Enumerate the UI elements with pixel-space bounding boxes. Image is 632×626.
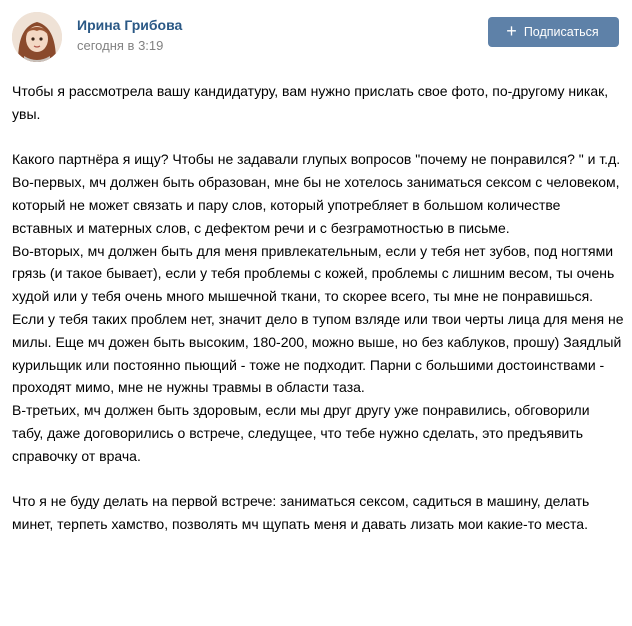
post-time[interactable]: сегодня в 3:19 — [77, 38, 164, 53]
subscribe-label: Подписаться — [523, 25, 599, 39]
post-header — [0, 0, 632, 70]
subscribe-button[interactable] — [488, 17, 619, 47]
avatar-image — [12, 12, 62, 62]
avatar[interactable] — [12, 12, 62, 62]
post-text — [12, 80, 624, 536]
post-paragraph: В-третьих, мч должен быть здоровым, если мы друг другу уже понравились, обговорили табу, даже договорились о встрече, следущее, что тебе нужно сделать, это предъявить справочку от врача. — [12, 402, 590, 464]
post-paragraph: Во-вторых, мч должен быть для меня привлекательным, если у тебя нет зубов, под ногтями грязь (и такое бывает), если у тебя проблемы с кожей, проблемы с лишним весом, ты очень худой или у тебя очень много мышечной ткани, то скорее всего, ты мне не понравишься. Если у тебя таких проблем нет, значит дело в тупом взляде или твои черты лица для меня не милы. Еще мч дожен быть высоким, 180-200, можно выше, но без каблуков, прошу) Заядлый курильщик или постоянно пьющий - тоже не подходит. Парни с большими достоинствами - проходят мимо, мне не нужны травмы в области таза. — [12, 242, 624, 396]
author-name[interactable]: Ирина Грибова — [77, 17, 183, 33]
post-paragraph: Во-первых, мч должен быть образован, мне бы не хотелось заниматься сексом с человеком, который не может связать и пару слов, который употребляет в большом количестве вставных и матерных слов, с дефектом речи и с безграмотностью в письме. — [12, 174, 620, 236]
paragraph-spacer — [12, 468, 624, 491]
paragraph-spacer — [12, 126, 624, 149]
plus-icon: + — [506, 21, 517, 41]
post-paragraph: Что я не буду делать на первой встрече: заниматься сексом, садиться в машину, делать минет, терпеть хамство, позволять мч щупать меня и давать лизать мои какие-то места. — [12, 493, 590, 533]
post-paragraph: Чтобы я рассмотрела вашу кандидатуру, вам нужно прислать свое фото, по-другому никак, увы. — [12, 83, 609, 122]
post-paragraph: Какого партнёра я ищу? Чтобы не задавали глупых вопросов "почему не понравился? " и т.д. — [12, 151, 621, 168]
